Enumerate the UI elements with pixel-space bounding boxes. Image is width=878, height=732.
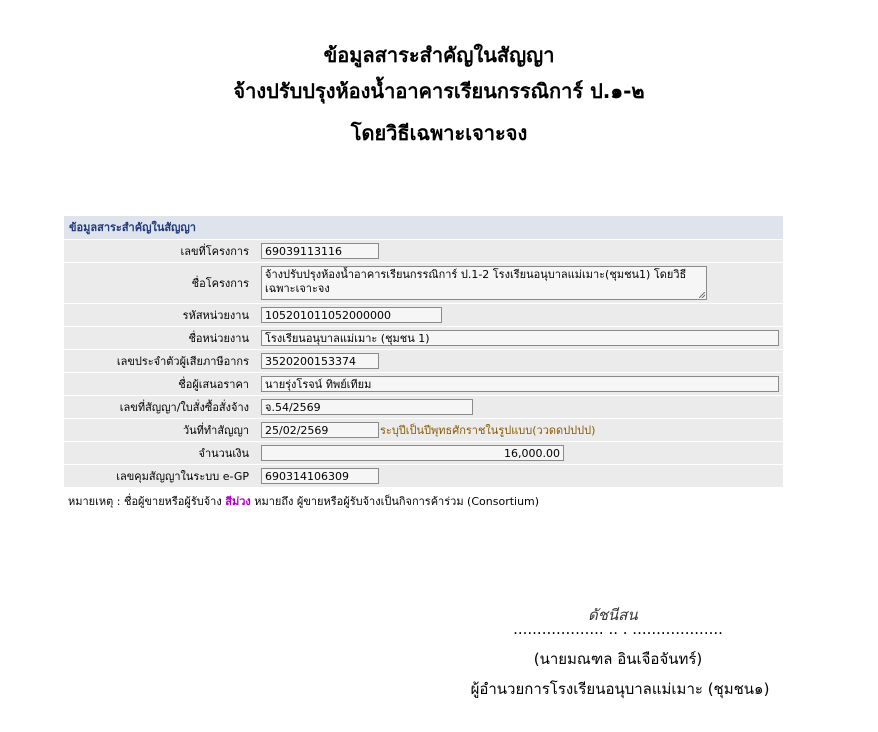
project-name-textarea[interactable]	[261, 266, 707, 300]
form-note	[64, 492, 783, 510]
form-label: เลขประจำตัวผู้เสียภาษีอากร	[116, 355, 249, 368]
form-label: จำนวนเงิน	[198, 447, 249, 460]
amount-field[interactable]: 16,000.00	[261, 445, 564, 461]
contract-number-field[interactable]: จ.54/2569	[261, 399, 473, 415]
signature-line: ................... .. . ...................	[513, 620, 723, 638]
form-label: เลขคุมสัญญาในระบบ e-GP	[116, 470, 249, 483]
form-label: รหัสหน่วยงาน	[182, 309, 249, 322]
date-format-hint: ระบุปีเป็นปีพุทธศักราชในรูปแบบ(ววดดปปปป)	[380, 424, 596, 437]
note-prefix: หมายเหตุ : ชื่อผู้ขายหรือผู้รับจ้าง	[68, 495, 226, 508]
project-number-field[interactable]: 69039113116	[261, 243, 379, 259]
note-suffix: หมายถึง ผู้ขายหรือผู้รับจ้างเป็นกิจการค้าร่วม (Consortium)	[250, 495, 540, 508]
form-row-agency-name	[64, 327, 783, 350]
agency-name-field[interactable]: โรงเรียนอนุบาลแม่เมาะ (ชุมชน 1)	[261, 330, 779, 346]
form-row-project-name	[64, 263, 783, 304]
page-subtitle: จ้างปรับปรุงห้องน้ำอาคารเรียนกรรณิการ์ ป.๑-๒	[233, 79, 645, 103]
form-row-egp-number	[64, 465, 783, 488]
form-label: วันที่ทำสัญญา	[182, 424, 249, 437]
form-row-tax-id	[64, 350, 783, 373]
page-title: ข้อมูลสาระสำคัญในสัญญา	[323, 43, 555, 67]
form-title: ข้อมูลสาระสำคัญในสัญญา	[64, 216, 783, 240]
form-row-agency-code	[64, 304, 783, 327]
form-label: ชื่อผู้เสนอราคา	[178, 378, 249, 391]
tax-id-field[interactable]: 3520200153374	[261, 353, 379, 369]
resize-grip-icon[interactable]	[699, 292, 705, 298]
form-row-bidder-name	[64, 373, 783, 396]
procurement-method: โดยวิธีเฉพาะเจาะจง	[350, 121, 528, 145]
form-label: ชื่อหน่วยงาน	[188, 332, 249, 345]
bidder-name-field[interactable]: นายรุ่งโรจน์ ทิพย์เทียม	[261, 376, 779, 392]
signature-mark: ดัชนีสน	[588, 606, 638, 624]
form-row-amount	[64, 442, 783, 465]
project-name-text: จ้างปรับปรุงห้องน้ำอาคารเรียนกรรณิการ์ ป.1-2 โรงเรียนอนุบาลแม่เมาะ(ชุมชน1) โดยวิธีเฉพาะเจาะจง	[265, 268, 687, 295]
egp-number-field[interactable]: 690314106309	[261, 468, 379, 484]
note-highlight: สีม่วง	[225, 495, 251, 508]
form-row-project-number	[64, 240, 783, 263]
signatory-position: ผู้อำนวยการโรงเรียนอนุบาลแม่เมาะ (ชุมชน๑)	[470, 680, 770, 698]
form-label: เลขที่สัญญา/ใบสั่งซื้อสั่งจ้าง	[119, 401, 249, 414]
contract-info-form	[64, 216, 783, 510]
form-row-contract-number	[64, 396, 783, 419]
agency-code-field[interactable]: 105201011052000000	[261, 307, 442, 323]
signatory-name: (นายมณฑล อินเจือจันทร์)	[533, 650, 703, 668]
form-label: ชื่อโครงการ	[191, 277, 249, 290]
contract-date-field[interactable]: 25/02/2569	[261, 422, 379, 438]
form-row-contract-date	[64, 419, 783, 442]
form-label: เลขที่โครงการ	[180, 245, 249, 258]
